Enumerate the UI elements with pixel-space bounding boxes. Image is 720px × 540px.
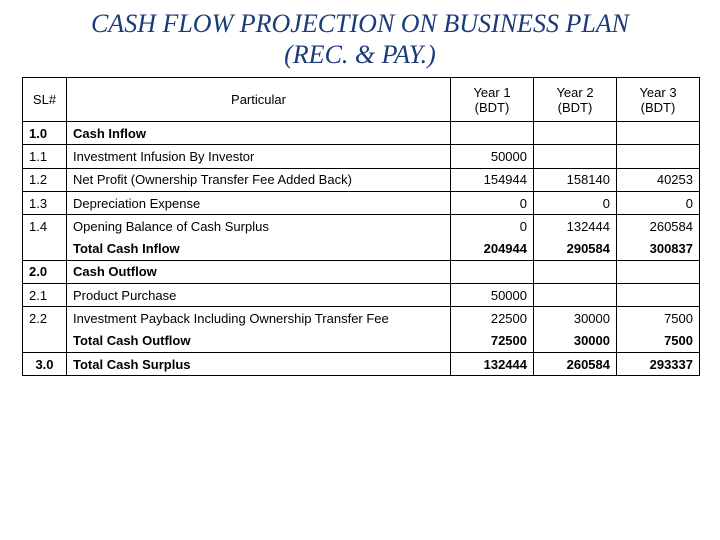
row-sl: 1.1 xyxy=(23,145,67,168)
row-particular: Depreciation Expense xyxy=(67,191,451,214)
row-year-2: 30000 xyxy=(534,307,617,330)
row-year-1: 154944 xyxy=(451,168,534,191)
row-year-1: 0 xyxy=(451,215,534,238)
header-year-3: Year 3 (BDT) xyxy=(617,78,700,122)
row-year-3: 293337 xyxy=(617,352,700,375)
row-year-1: 50000 xyxy=(451,145,534,168)
row-year-2: 290584 xyxy=(534,237,617,260)
title-line-2: (REC. & PAY.) xyxy=(284,40,436,69)
row-year-1 xyxy=(451,122,534,145)
row-year-2: 132444 xyxy=(534,215,617,238)
row-year-3 xyxy=(617,145,700,168)
row-particular: Investment Payback Including Ownership Transfer Fee xyxy=(67,307,451,330)
row-year-2 xyxy=(534,260,617,283)
row-year-3 xyxy=(617,260,700,283)
row-sl xyxy=(23,330,67,353)
row-particular: Product Purchase xyxy=(67,284,451,307)
table-row xyxy=(23,330,700,353)
row-year-1: 204944 xyxy=(451,237,534,260)
row-year-3: 0 xyxy=(617,191,700,214)
row-sl: 2.1 xyxy=(23,284,67,307)
header-sl: SL# xyxy=(23,78,67,122)
row-year-2: 260584 xyxy=(534,352,617,375)
row-year-3 xyxy=(617,284,700,307)
row-particular: Cash Inflow xyxy=(67,122,451,145)
row-sl: 1.4 xyxy=(23,215,67,238)
row-year-1: 0 xyxy=(451,191,534,214)
table-row xyxy=(23,352,700,375)
table-row xyxy=(23,307,700,330)
row-sl: 1.0 xyxy=(23,122,67,145)
table-row xyxy=(23,168,700,191)
row-particular: Opening Balance of Cash Surplus xyxy=(67,215,451,238)
table-row xyxy=(23,260,700,283)
row-year-1: 22500 xyxy=(451,307,534,330)
row-sl: 2.0 xyxy=(23,260,67,283)
row-year-1: 72500 xyxy=(451,330,534,353)
table-row xyxy=(23,122,700,145)
table-header-row xyxy=(23,78,700,122)
header-particular: Particular xyxy=(67,78,451,122)
row-particular: Cash Outflow xyxy=(67,260,451,283)
row-year-1: 50000 xyxy=(451,284,534,307)
row-particular: Total Cash Outflow xyxy=(67,330,451,353)
header-year-2: Year 2 (BDT) xyxy=(534,78,617,122)
row-sl: 2.2 xyxy=(23,307,67,330)
row-year-3: 260584 xyxy=(617,215,700,238)
row-year-3: 40253 xyxy=(617,168,700,191)
row-year-3: 7500 xyxy=(617,330,700,353)
row-year-2 xyxy=(534,122,617,145)
table-row xyxy=(23,284,700,307)
row-year-3: 300837 xyxy=(617,237,700,260)
row-year-2 xyxy=(534,145,617,168)
table-row xyxy=(23,191,700,214)
row-sl: 1.2 xyxy=(23,168,67,191)
row-particular: Total Cash Surplus xyxy=(67,352,451,375)
row-year-1: 132444 xyxy=(451,352,534,375)
header-year-1: Year 1 (BDT) xyxy=(451,78,534,122)
row-particular: Total Cash Inflow xyxy=(67,237,451,260)
title-line-1: CASH FLOW PROJECTION ON BUSINESS PLAN xyxy=(90,9,630,38)
row-year-3 xyxy=(617,122,700,145)
row-sl: 3.0 xyxy=(23,352,67,375)
page-title xyxy=(0,8,720,70)
table-row xyxy=(23,145,700,168)
row-sl xyxy=(23,237,67,260)
table-row xyxy=(23,215,700,238)
row-sl: 1.3 xyxy=(23,191,67,214)
row-year-2: 0 xyxy=(534,191,617,214)
row-particular: Investment Infusion By Investor xyxy=(67,145,451,168)
row-year-2 xyxy=(534,284,617,307)
row-year-2: 158140 xyxy=(534,168,617,191)
row-year-3: 7500 xyxy=(617,307,700,330)
row-year-2: 30000 xyxy=(534,330,617,353)
row-year-1 xyxy=(451,260,534,283)
cash-flow-table xyxy=(22,77,700,376)
row-particular: Net Profit (Ownership Transfer Fee Added Back) xyxy=(67,168,451,191)
table-row xyxy=(23,237,700,260)
